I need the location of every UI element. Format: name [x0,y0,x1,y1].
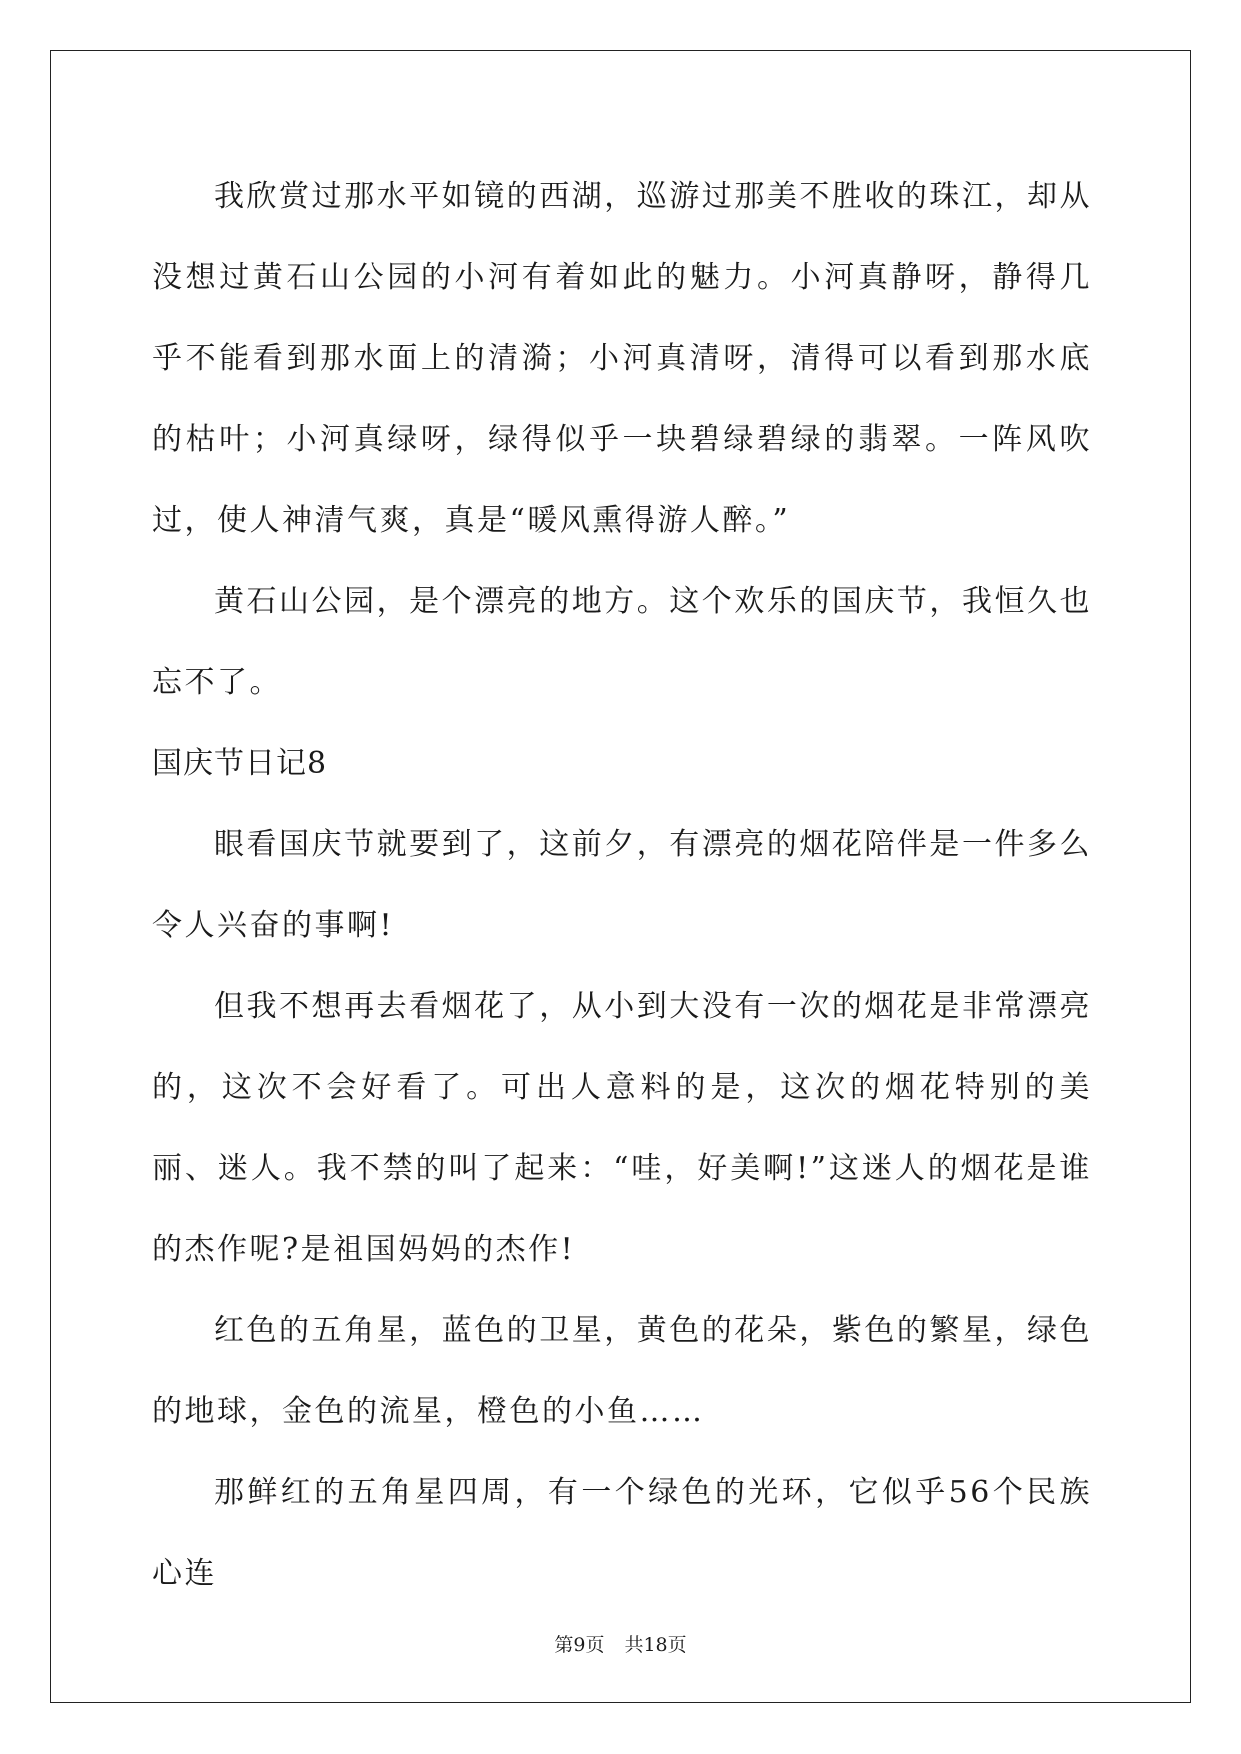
paragraph: 我欣赏过那水平如镜的西湖，巡游过那美不胜收的珠江，却从没想过黄石山公园的小河有着如此的魅力。小河真静呀，静得几乎不能看到那水面上的清漪；小河真清呀，清得可以看到那水底的枯叶；小河真绿呀，绿得似乎一块碧绿碧绿的翡翠。一阵风吹过，使人神清气爽，真是“暖风熏得游人醉。” [152,179,1092,538]
paragraph: 黄石山公园，是个漂亮的地方。这个欢乐的国庆节，我恒久也忘不了。 [152,584,1092,700]
page-footer [0,1630,1241,1657]
paragraph: 眼看国庆节就要到了，这前夕，有漂亮的烟花陪伴是一件多么令人兴奋的事啊! [152,827,1092,943]
section-heading: 国庆节日记8 [152,746,328,781]
document-body [152,156,1092,1614]
page-number: 第9页 [554,1634,605,1656]
paragraph: 那鲜红的五角星四周，有一个绿色的光环，它似乎56个民族心连 [152,1475,1092,1591]
page-total: 共18页 [624,1634,687,1656]
paragraph: 红色的五角星，蓝色的卫星，黄色的花朵，紫色的繁星，绿色的地球，金色的流星，橙色的小鱼…… [152,1313,1092,1429]
paragraph: 但我不想再去看烟花了，从小到大没有一次的烟花是非常漂亮的，这次不会好看了。可出人意料的是，这次的烟花特别的美丽、迷人。我不禁的叫了起来：“哇，好美啊!”这迷人的烟花是谁的杰作呢?是祖国妈妈的杰作! [152,989,1092,1267]
